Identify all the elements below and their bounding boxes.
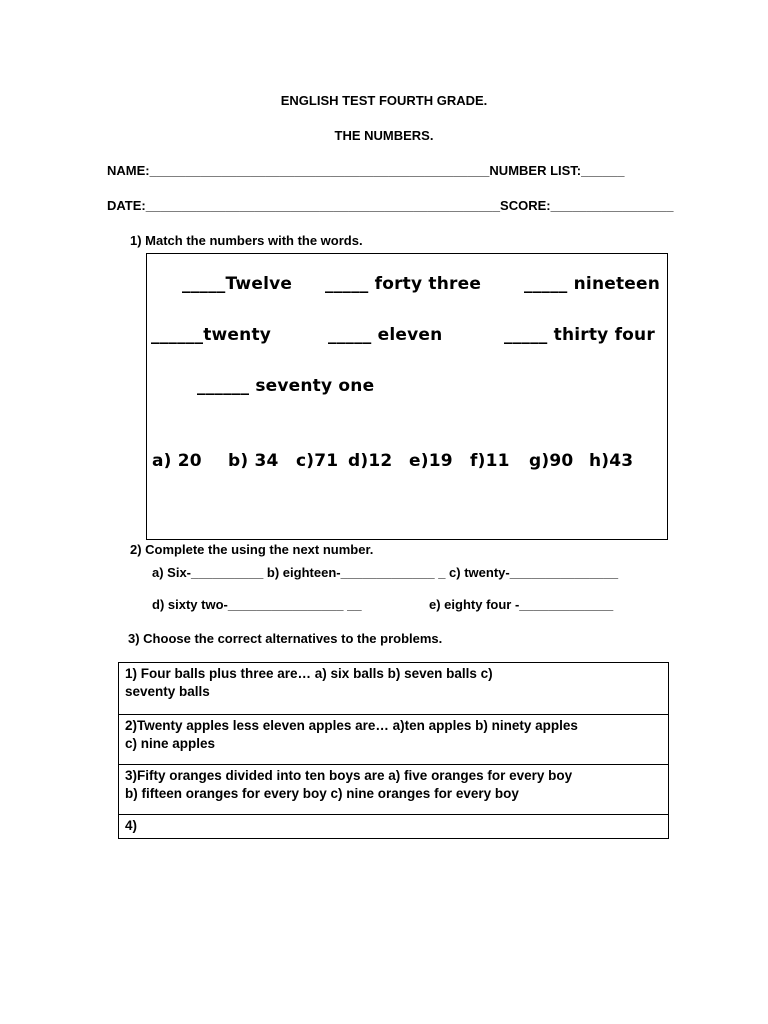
match-word: _____ thirty four: [504, 325, 655, 345]
match-option: g)90: [529, 451, 574, 471]
problem-row: [119, 715, 669, 765]
problem-text: c) nine apples: [125, 736, 216, 751]
test-subtitle: THE NUMBERS.: [334, 128, 434, 143]
problem-text: 1) Four balls plus three are… a) six balls b) seven balls c): [125, 666, 493, 681]
match-word: ______twenty: [151, 325, 272, 345]
problem-text: 4): [125, 818, 138, 833]
match-option: a) 20: [152, 451, 202, 471]
problem-row: [119, 663, 669, 715]
match-word: ______ seventy one: [197, 376, 375, 396]
problem-cell: [119, 663, 669, 715]
match-option: b) 34: [228, 451, 279, 471]
match-option: h)43: [589, 451, 634, 471]
match-option: d)12: [348, 451, 393, 471]
test-title: ENGLISH TEST FOURTH GRADE.: [280, 93, 488, 108]
problem-text: 2)Twenty apples less eleven apples are… a)ten apples b) ninety apples: [125, 718, 578, 733]
problem-row: [119, 765, 669, 815]
complete-line-2b: e) eighty four -_____________: [429, 597, 614, 612]
problem-text: b) fifteen oranges for every boy c) nine oranges for every boy: [125, 786, 519, 801]
match-option: e)19: [409, 451, 453, 471]
section1-instruction: 1) Match the numbers with the words.: [130, 233, 363, 248]
problem-text: 3)Fifty oranges divided into ten boys are a) five oranges for every boy: [125, 768, 573, 783]
match-option: f)11: [470, 451, 510, 471]
match-word: _____ forty three: [325, 274, 482, 294]
complete-line-2a: d) sixty two-________________ __: [152, 597, 362, 612]
date-field-line: DATE:_________________________________________________SCORE:_________________: [107, 198, 674, 213]
problem-cell: [119, 815, 669, 839]
problem-text: seventy balls: [125, 684, 210, 699]
name-field-line: NAME:_______________________________________________NUMBER LIST:______: [107, 163, 625, 178]
problem-row: [119, 815, 669, 839]
complete-line-1: a) Six-__________ b) eighteen-_____________ _ c) twenty-_______________: [152, 565, 619, 580]
match-word: _____Twelve: [182, 274, 293, 294]
match-word: _____ nineteen: [524, 274, 661, 294]
match-word: _____ eleven: [328, 325, 443, 345]
problem-cell: [119, 765, 669, 815]
problem-cell: [119, 715, 669, 765]
section2-instruction: 2) Complete the using the next number.: [130, 542, 374, 557]
match-option: c)71: [296, 451, 339, 471]
section3-instruction: 3) Choose the correct alternatives to the problems.: [128, 631, 443, 646]
problems-table: [118, 662, 669, 839]
matching-box: [146, 253, 668, 540]
